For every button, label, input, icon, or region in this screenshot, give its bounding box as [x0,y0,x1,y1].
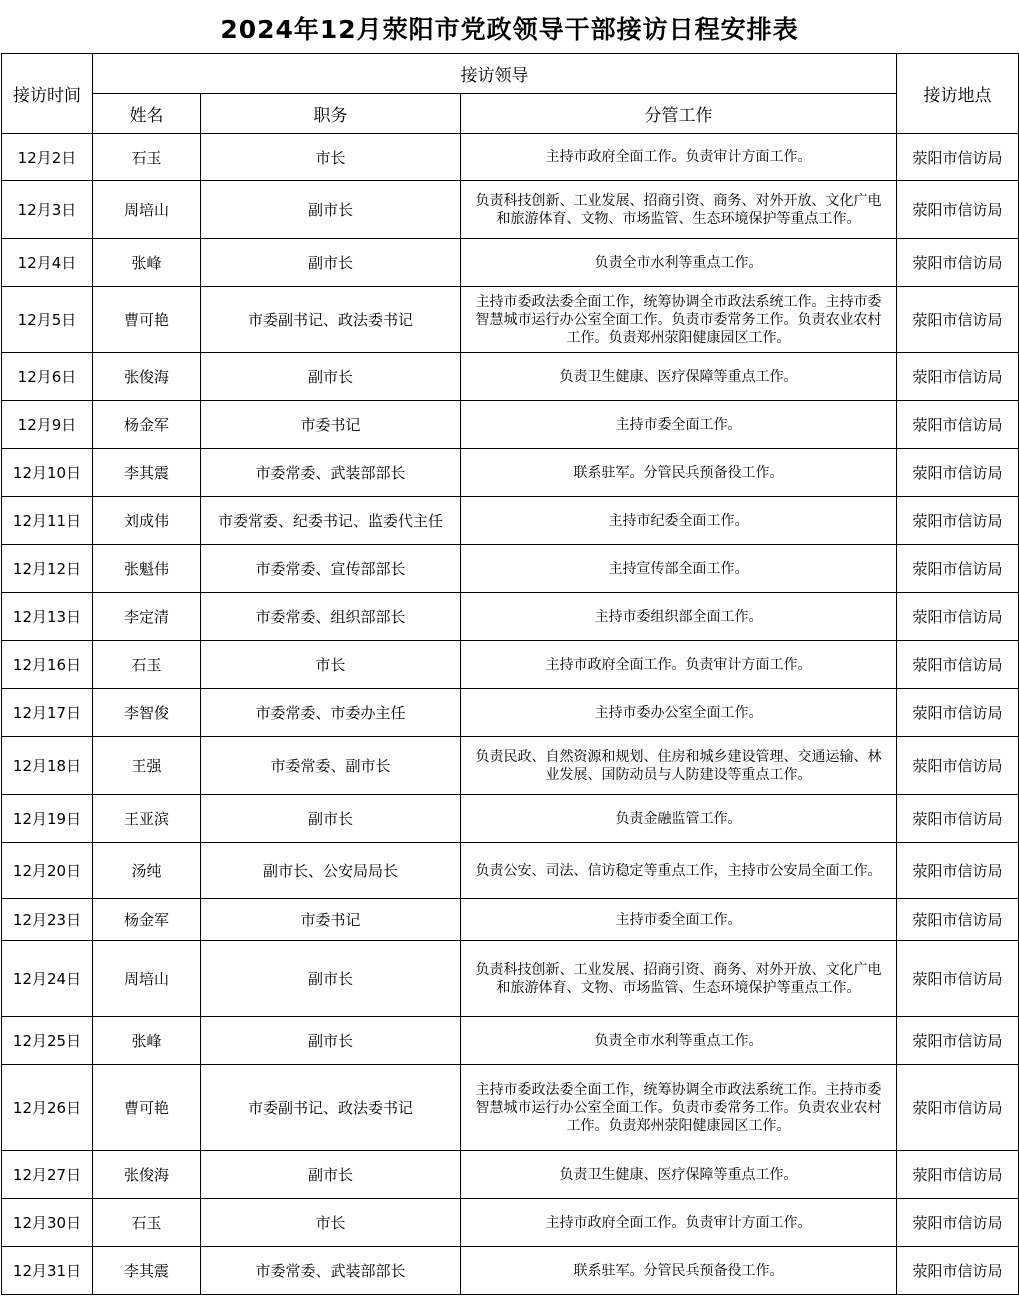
table-row [2,239,1019,287]
date-cell: 12月18日 [2,737,93,795]
name-cell: 张俊海 [93,353,201,401]
table-row [2,795,1019,843]
date-cell: 12月2日 [2,134,93,181]
name-cell: 周培山 [93,181,201,239]
location-cell: 荥阳市信访局 [897,545,1019,593]
duties-cell: 负责卫生健康、医疗保障等重点工作。 [461,353,897,401]
duties-cell: 主持宣传部全面工作。 [461,545,897,593]
position-cell: 副市长 [201,795,461,843]
date-cell: 12月25日 [2,1017,93,1065]
table-row [2,1199,1019,1247]
name-cell: 曹可艳 [93,1065,201,1151]
location-cell: 荥阳市信访局 [897,689,1019,737]
table-row [2,899,1019,941]
location-cell: 荥阳市信访局 [897,1065,1019,1151]
name-cell: 李其震 [93,449,201,497]
header-leader-group: 接访领导 [93,54,897,94]
table-row [2,449,1019,497]
table-row [2,1247,1019,1295]
duties-cell: 主持市政府全面工作。负责审计方面工作。 [461,134,897,181]
duties-cell: 负责公安、司法、信访稳定等重点工作，主持市公安局全面工作。 [461,843,897,899]
duties-cell: 主持市委政法委全面工作，统筹协调全市政法系统工作。主持市委智慧城市运行办公室全面工作。负责市委常务工作。负责农业农村工作。负责郑州荥阳健康园区工作。 [461,1065,897,1151]
position-cell: 市委常委、市委办主任 [201,689,461,737]
date-cell: 12月17日 [2,689,93,737]
duties-cell: 主持市委全面工作。 [461,899,897,941]
header-location: 接访地点 [897,54,1019,134]
position-cell: 市委常委、纪委书记、监委代主任 [201,497,461,545]
date-cell: 12月5日 [2,287,93,353]
name-cell: 王强 [93,737,201,795]
duties-cell: 联系驻军。分管民兵预备役工作。 [461,449,897,497]
duties-cell: 负责卫生健康、医疗保障等重点工作。 [461,1151,897,1199]
date-cell: 12月27日 [2,1151,93,1199]
header-position: 职务 [201,94,461,134]
name-cell: 李其震 [93,1247,201,1295]
location-cell: 荥阳市信访局 [897,641,1019,689]
duties-cell: 联系驻军。分管民兵预备役工作。 [461,1247,897,1295]
table-row [2,689,1019,737]
location-cell: 荥阳市信访局 [897,449,1019,497]
table-row [2,941,1019,1017]
date-cell: 12月6日 [2,353,93,401]
name-cell: 王亚滨 [93,795,201,843]
date-cell: 12月12日 [2,545,93,593]
location-cell: 荥阳市信访局 [897,287,1019,353]
location-cell: 荥阳市信访局 [897,795,1019,843]
date-cell: 12月16日 [2,641,93,689]
duties-cell: 负责科技创新、工业发展、招商引资、商务、对外开放、文化广电和旅游体育、文物、市场监管、生态环境保护等重点工作。 [461,181,897,239]
position-cell: 副市长 [201,1017,461,1065]
name-cell: 石玉 [93,1199,201,1247]
location-cell: 荥阳市信访局 [897,401,1019,449]
table-row [2,287,1019,353]
table-row [2,593,1019,641]
table-row [2,1065,1019,1151]
position-cell: 市委副书记、政法委书记 [201,1065,461,1151]
date-cell: 12月24日 [2,941,93,1017]
table-row [2,401,1019,449]
location-cell: 荥阳市信访局 [897,1017,1019,1065]
position-cell: 市长 [201,641,461,689]
location-cell: 荥阳市信访局 [897,593,1019,641]
date-cell: 12月19日 [2,795,93,843]
date-cell: 12月4日 [2,239,93,287]
location-cell: 荥阳市信访局 [897,941,1019,1017]
location-cell: 荥阳市信访局 [897,239,1019,287]
name-cell: 张俊海 [93,1151,201,1199]
date-cell: 12月13日 [2,593,93,641]
duties-cell: 负责科技创新、工业发展、招商引资、商务、对外开放、文化广电和旅游体育、文物、市场监管、生态环境保护等重点工作。 [461,941,897,1017]
name-cell: 张峰 [93,1017,201,1065]
table-row [2,843,1019,899]
table-row [2,737,1019,795]
position-cell: 副市长、公安局局长 [201,843,461,899]
name-cell: 张魁伟 [93,545,201,593]
schedule-table [1,53,1019,1295]
table-row [2,1017,1019,1065]
table-row [2,134,1019,181]
position-cell: 市委副书记、政法委书记 [201,287,461,353]
name-cell: 周培山 [93,941,201,1017]
name-cell: 杨金军 [93,401,201,449]
duties-cell: 主持市委办公室全面工作。 [461,689,897,737]
location-cell: 荥阳市信访局 [897,497,1019,545]
table-row [2,181,1019,239]
location-cell: 荥阳市信访局 [897,1151,1019,1199]
location-cell: 荥阳市信访局 [897,1247,1019,1295]
page-title: 2024年12月荥阳市党政领导干部接访日程安排表 [220,15,799,44]
duties-cell: 主持市委全面工作。 [461,401,897,449]
position-cell: 副市长 [201,1151,461,1199]
position-cell: 市委常委、组织部部长 [201,593,461,641]
name-cell: 汤纯 [93,843,201,899]
position-cell: 副市长 [201,941,461,1017]
name-cell: 杨金军 [93,899,201,941]
duties-cell: 负责全市水利等重点工作。 [461,1017,897,1065]
name-cell: 曹可艳 [93,287,201,353]
position-cell: 市委常委、宣传部部长 [201,545,461,593]
date-cell: 12月10日 [2,449,93,497]
duties-cell: 负责金融监管工作。 [461,795,897,843]
duties-cell: 主持市纪委全面工作。 [461,497,897,545]
location-cell: 荥阳市信访局 [897,353,1019,401]
name-cell: 刘成伟 [93,497,201,545]
date-cell: 12月9日 [2,401,93,449]
date-cell: 12月31日 [2,1247,93,1295]
position-cell: 市长 [201,1199,461,1247]
position-cell: 市长 [201,134,461,181]
location-cell: 荥阳市信访局 [897,181,1019,239]
position-cell: 副市长 [201,353,461,401]
location-cell: 荥阳市信访局 [897,134,1019,181]
header-duties: 分管工作 [461,94,897,134]
table-row [2,545,1019,593]
name-cell: 张峰 [93,239,201,287]
position-cell: 副市长 [201,239,461,287]
name-cell: 李智俊 [93,689,201,737]
name-cell: 石玉 [93,641,201,689]
position-cell: 市委书记 [201,899,461,941]
header-time: 接访时间 [2,54,93,134]
table-row [2,353,1019,401]
table-row [2,1151,1019,1199]
duties-cell: 负责民政、自然资源和规划、住房和城乡建设管理、交通运输、林业发展、国防动员与人防建设等重点工作。 [461,737,897,795]
position-cell: 市委常委、副市长 [201,737,461,795]
duties-cell: 负责全市水利等重点工作。 [461,239,897,287]
table-row [2,497,1019,545]
duties-cell: 主持市政府全面工作。负责审计方面工作。 [461,641,897,689]
date-cell: 12月30日 [2,1199,93,1247]
location-cell: 荥阳市信访局 [897,843,1019,899]
location-cell: 荥阳市信访局 [897,737,1019,795]
date-cell: 12月3日 [2,181,93,239]
date-cell: 12月20日 [2,843,93,899]
date-cell: 12月23日 [2,899,93,941]
duties-cell: 主持市委组织部全面工作。 [461,593,897,641]
date-cell: 12月26日 [2,1065,93,1151]
position-cell: 市委书记 [201,401,461,449]
location-cell: 荥阳市信访局 [897,1199,1019,1247]
position-cell: 市委常委、武装部部长 [201,1247,461,1295]
duties-cell: 主持市政府全面工作。负责审计方面工作。 [461,1199,897,1247]
table-row [2,641,1019,689]
position-cell: 市委常委、武装部部长 [201,449,461,497]
name-cell: 石玉 [93,134,201,181]
position-cell: 副市长 [201,181,461,239]
date-cell: 12月11日 [2,497,93,545]
duties-cell: 主持市委政法委全面工作，统筹协调全市政法系统工作。主持市委智慧城市运行办公室全面工作。负责市委常务工作。负责农业农村工作。负责郑州荥阳健康园区工作。 [461,287,897,353]
location-cell: 荥阳市信访局 [897,899,1019,941]
header-name: 姓名 [93,94,201,134]
name-cell: 李定清 [93,593,201,641]
